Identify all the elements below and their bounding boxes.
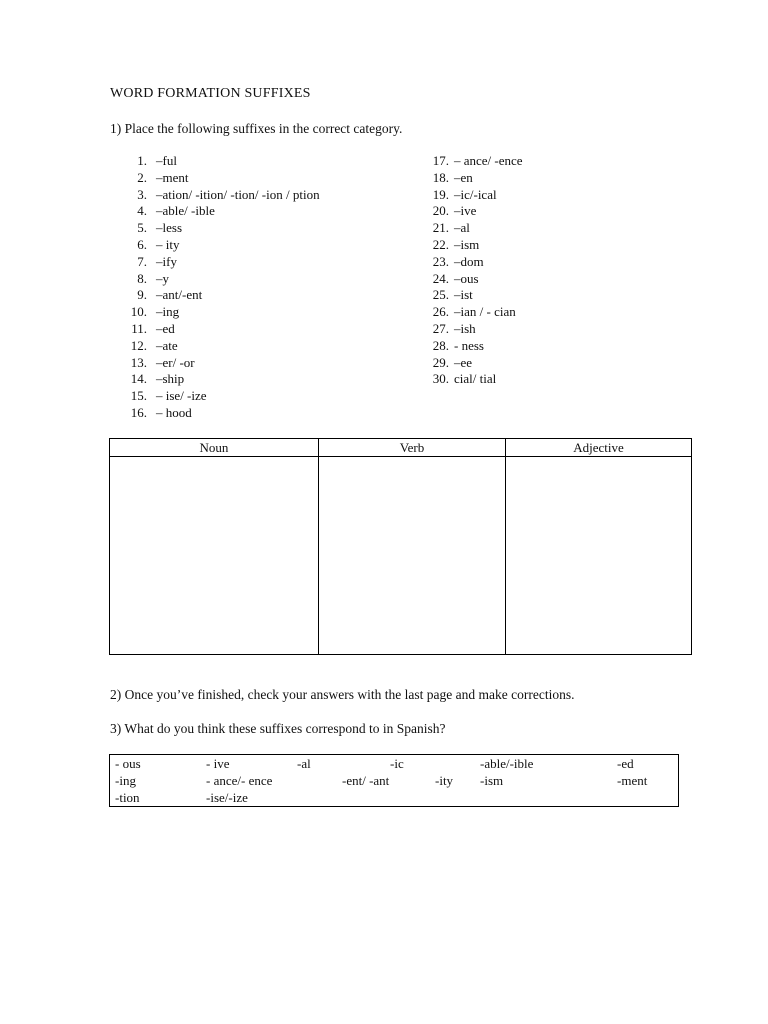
suffix-text: –ist <box>454 287 473 303</box>
suffix-cell: -ing <box>115 773 136 788</box>
list-item <box>130 304 320 321</box>
item-number: 22. <box>432 236 449 252</box>
item-number: 12. <box>130 337 147 353</box>
suffix-text: – hood <box>156 404 192 420</box>
suffix-text: cial/ tial <box>454 371 497 387</box>
list-item <box>431 254 523 271</box>
list-item <box>130 405 320 422</box>
suffix-text: –ism <box>454 236 480 252</box>
item-number: 28. <box>432 337 449 353</box>
list-item <box>130 287 320 304</box>
suffix-cell: -ity <box>435 773 454 788</box>
suffix-text: –ive <box>454 203 477 219</box>
suffix-cell: -ism <box>480 773 504 788</box>
suffix-text: –er/ -or <box>156 354 195 370</box>
adjective-answer-cell[interactable] <box>506 457 692 655</box>
list-item <box>431 187 523 204</box>
noun-answer-cell[interactable] <box>110 457 319 655</box>
item-number: 26. <box>432 304 449 320</box>
verb-answer-cell[interactable] <box>319 457 506 655</box>
suffix-text: –ee <box>454 354 473 370</box>
suffix-text: –ify <box>156 253 177 269</box>
suffix-cell: -al <box>297 756 311 771</box>
suffix-text: –able/ -ible <box>156 203 215 219</box>
list-item <box>130 338 320 355</box>
item-number: 21. <box>432 220 449 236</box>
suffix-text: –ed <box>156 320 175 336</box>
list-item <box>130 371 320 388</box>
list-item <box>431 338 523 355</box>
list-item <box>130 203 320 220</box>
item-number: 7. <box>137 253 147 269</box>
suffix-text: –less <box>156 220 182 236</box>
suffix-text: –dom <box>454 253 484 269</box>
list-item <box>431 203 523 220</box>
suffix-cell: - ance/- ence <box>206 773 273 788</box>
suffix-text: –ant/-ent <box>156 287 203 303</box>
suffix-text: –ship <box>156 371 185 387</box>
list-item <box>431 220 523 237</box>
list-item <box>130 187 320 204</box>
list-item <box>130 321 320 338</box>
item-number: 19. <box>432 186 449 202</box>
item-number: 11. <box>131 320 147 336</box>
suffix-text: – ise/ -ize <box>156 388 207 404</box>
noun-column-header: Noun <box>110 439 319 457</box>
suffix-cell: -ise/-ize <box>206 790 248 805</box>
suffix-text: –ing <box>156 304 180 320</box>
adjective-column-header: Adjective <box>506 439 692 457</box>
suffix-text: –en <box>454 169 473 185</box>
item-number: 29. <box>432 354 449 370</box>
suffix-text: –ation/ -ition/ -tion/ -ion / ption <box>156 186 320 202</box>
question-3: 3) What do you think these suffixes correspond to in Spanish? <box>110 721 446 736</box>
spanish-suffix-box <box>109 754 679 807</box>
item-number: 17. <box>432 153 449 168</box>
item-number: 23. <box>432 253 449 269</box>
item-number: 6. <box>137 236 147 252</box>
item-number: 18. <box>432 169 449 185</box>
suffix-cell: -tion <box>115 790 140 805</box>
item-number: 8. <box>137 270 147 286</box>
suffix-text: –ate <box>156 337 178 353</box>
suffix-text: –al <box>454 220 470 236</box>
suffix-text: –ous <box>454 270 479 286</box>
suffix-text: –ment <box>156 169 189 185</box>
suffix-text: –ful <box>156 153 177 168</box>
suffix-text: - ness <box>454 337 484 353</box>
suffix-cell: -able/-ible <box>480 756 534 771</box>
item-number: 13. <box>130 354 147 370</box>
item-number: 16. <box>130 404 147 420</box>
suffix-cell: -ic <box>390 756 404 771</box>
list-item <box>130 271 320 288</box>
verb-column-header: Verb <box>319 439 506 457</box>
list-item <box>130 220 320 237</box>
item-number: 27. <box>432 320 449 336</box>
list-item <box>431 371 523 388</box>
category-table <box>109 438 692 655</box>
suffix-cell: - ive <box>206 756 230 771</box>
suffix-list-left <box>130 153 320 422</box>
item-number: 9. <box>137 287 147 303</box>
item-number: 5. <box>137 220 147 236</box>
list-item <box>130 355 320 372</box>
suffix-list-right <box>431 153 523 388</box>
suffix-text: –ian / - cian <box>454 304 516 320</box>
item-number: 24. <box>432 270 449 286</box>
suffix-text: –ic/-ical <box>454 186 497 202</box>
suffix-cell: -ment <box>617 773 648 788</box>
item-number: 30. <box>432 371 449 387</box>
list-item <box>130 153 320 170</box>
suffix-cell: -ed <box>617 756 634 771</box>
list-item <box>431 271 523 288</box>
list-item <box>130 254 320 271</box>
item-number: 10. <box>130 304 147 320</box>
list-item <box>431 304 523 321</box>
question-2: 2) Once you’ve finished, check your answers with the last page and make corrections. <box>110 687 575 702</box>
item-number: 1. <box>137 153 147 168</box>
item-number: 4. <box>137 203 147 219</box>
list-item <box>431 237 523 254</box>
list-item <box>130 388 320 405</box>
question-1: 1) Place the following suffixes in the correct category. <box>110 121 403 136</box>
suffix-text: – ity <box>156 236 180 252</box>
list-item <box>130 170 320 187</box>
item-number: 15. <box>130 388 147 404</box>
suffix-text: –ish <box>454 320 476 336</box>
suffix-cell: -ent/ -ant <box>342 773 390 788</box>
item-number: 14. <box>130 371 147 387</box>
list-item <box>431 170 523 187</box>
item-number: 20. <box>432 203 449 219</box>
suffix-cell: - ous <box>115 756 141 771</box>
item-number: 25. <box>432 287 449 303</box>
list-item <box>431 321 523 338</box>
item-number: 3. <box>137 186 147 202</box>
list-item <box>431 287 523 304</box>
list-item <box>130 237 320 254</box>
worksheet-title: WORD FORMATION SUFFIXES <box>110 86 311 101</box>
list-item <box>431 153 523 170</box>
suffix-text: – ance/ -ence <box>454 153 523 168</box>
suffix-text: –y <box>156 270 169 286</box>
item-number: 2. <box>137 169 147 185</box>
list-item <box>431 355 523 372</box>
